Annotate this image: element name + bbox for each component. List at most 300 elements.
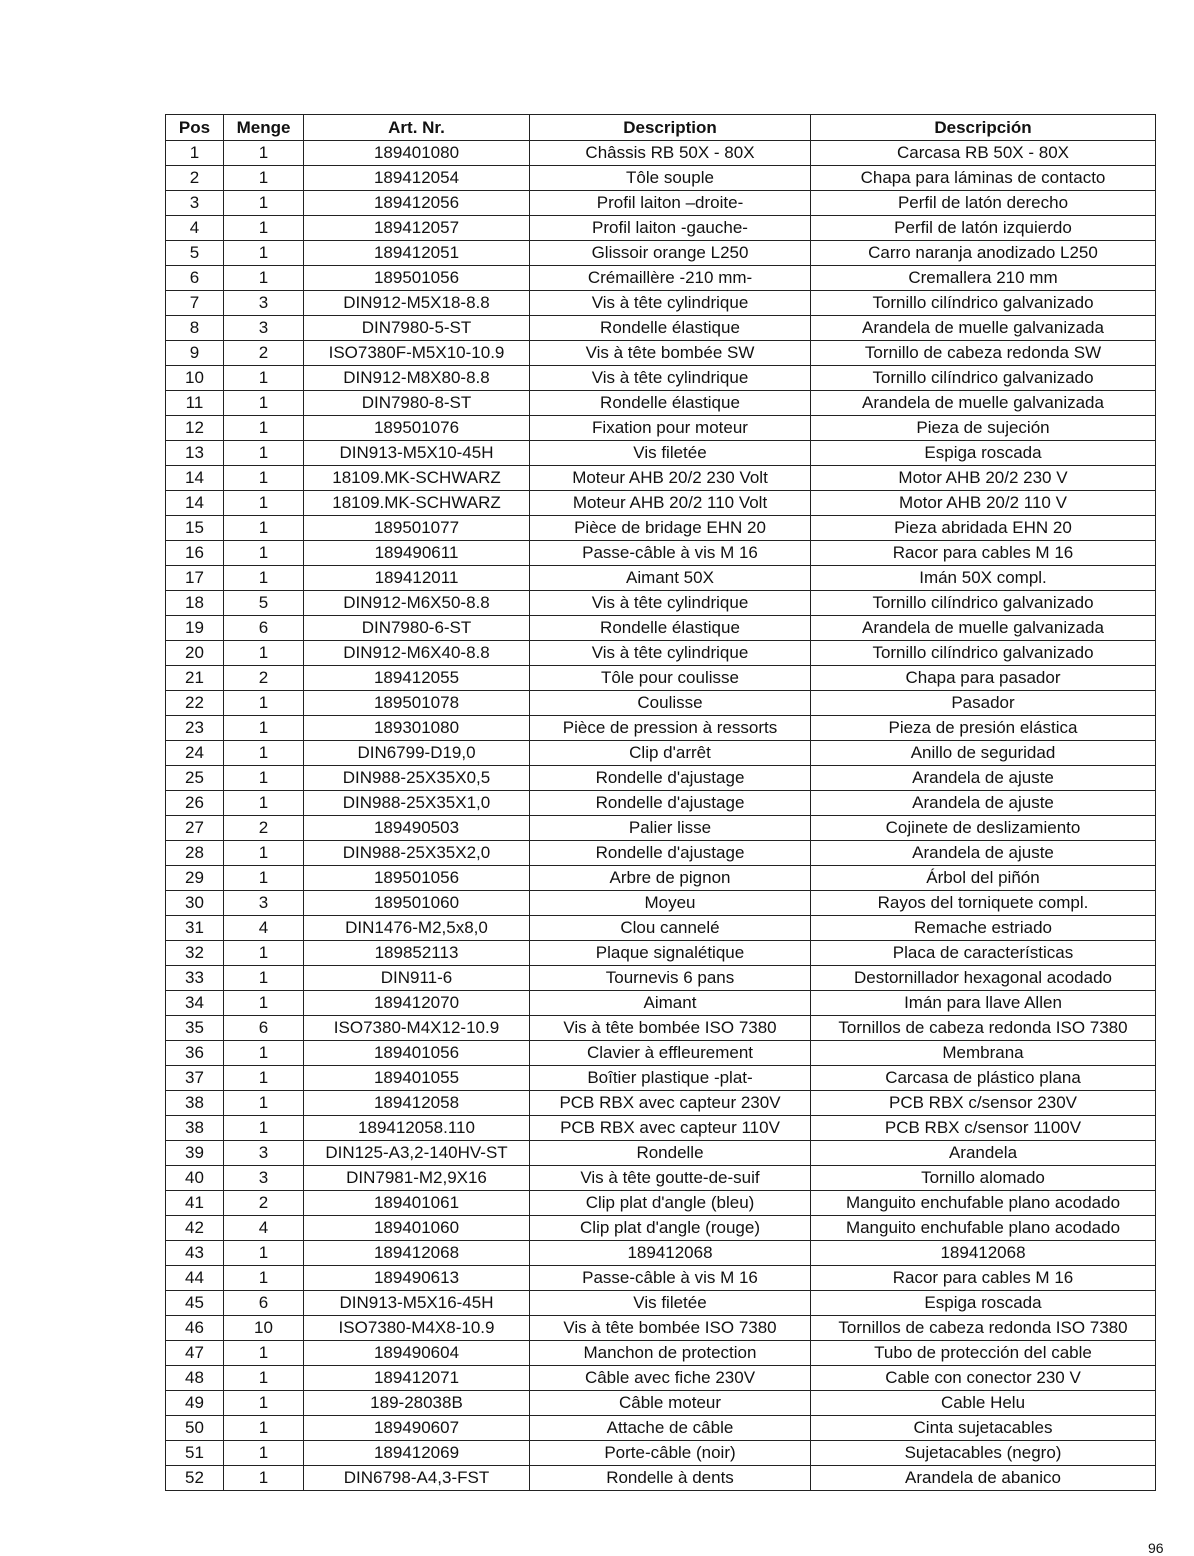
pos-cell: 22 — [166, 691, 224, 716]
description-es-cell: PCB RBX c/sensor 1100V — [811, 1116, 1156, 1141]
description-es-cell: Tornillo cilíndrico galvanizado — [811, 641, 1156, 666]
quantity-cell: 4 — [224, 1216, 304, 1241]
article-number-cell: 189412070 — [304, 991, 530, 1016]
quantity-cell: 1 — [224, 1366, 304, 1391]
table-row — [166, 1466, 1156, 1491]
description-fr-cell: Porte-câble (noir) — [530, 1441, 811, 1466]
header-menge: Menge — [224, 115, 304, 141]
article-number-cell: 189401055 — [304, 1066, 530, 1091]
article-number-cell: DIN913-M5X10-45H — [304, 441, 530, 466]
description-es-cell: Arandela — [811, 1141, 1156, 1166]
article-number-cell: DIN1476-M2,5x8,0 — [304, 916, 530, 941]
table-row — [166, 591, 1156, 616]
description-es-cell: Tornillo de cabeza redonda SW — [811, 341, 1156, 366]
description-es-cell: Imán para llave Allen — [811, 991, 1156, 1016]
description-fr-cell: 189412068 — [530, 1241, 811, 1266]
description-es-cell: Perfil de latón derecho — [811, 191, 1156, 216]
quantity-cell: 1 — [224, 241, 304, 266]
article-number-cell: 189852113 — [304, 941, 530, 966]
table-row — [166, 391, 1156, 416]
description-es-cell: Pieza de sujeción — [811, 416, 1156, 441]
article-number-cell: 189401056 — [304, 1041, 530, 1066]
table-row — [166, 316, 1156, 341]
table-row — [166, 1016, 1156, 1041]
description-es-cell: PCB RBX c/sensor 230V — [811, 1091, 1156, 1116]
header-description-es: Descripción — [811, 115, 1156, 141]
table-row — [166, 816, 1156, 841]
quantity-cell: 1 — [224, 941, 304, 966]
table-row — [166, 866, 1156, 891]
description-fr-cell: Clip plat d'angle (rouge) — [530, 1216, 811, 1241]
description-fr-cell: Vis à tête cylindrique — [530, 591, 811, 616]
pos-cell: 31 — [166, 916, 224, 941]
article-number-cell: DIN912-M8X80-8.8 — [304, 366, 530, 391]
article-number-cell: 18109.MK-SCHWARZ — [304, 491, 530, 516]
pos-cell: 20 — [166, 641, 224, 666]
quantity-cell: 1 — [224, 466, 304, 491]
table-row — [166, 566, 1156, 591]
description-fr-cell: Clip plat d'angle (bleu) — [530, 1191, 811, 1216]
description-es-cell: Carro naranja anodizado L250 — [811, 241, 1156, 266]
table-row — [166, 1391, 1156, 1416]
article-number-cell: DIN6799-D19,0 — [304, 741, 530, 766]
article-number-cell: DIN7981-M2,9X16 — [304, 1166, 530, 1191]
description-es-cell: Cremallera 210 mm — [811, 266, 1156, 291]
article-number-cell: 189412058.110 — [304, 1116, 530, 1141]
quantity-cell: 1 — [224, 1341, 304, 1366]
description-es-cell: Rayos del torniquete compl. — [811, 891, 1156, 916]
quantity-cell: 1 — [224, 1416, 304, 1441]
article-number-cell: DIN912-M5X18-8.8 — [304, 291, 530, 316]
quantity-cell: 1 — [224, 1041, 304, 1066]
pos-cell: 18 — [166, 591, 224, 616]
description-es-cell: Pasador — [811, 691, 1156, 716]
table-row — [166, 716, 1156, 741]
description-fr-cell: Rondelle — [530, 1141, 811, 1166]
article-number-cell: ISO7380F-M5X10-10.9 — [304, 341, 530, 366]
description-es-cell: Arandela de ajuste — [811, 791, 1156, 816]
table-row — [166, 466, 1156, 491]
quantity-cell: 1 — [224, 1066, 304, 1091]
quantity-cell: 1 — [224, 391, 304, 416]
article-number-cell: 189501077 — [304, 516, 530, 541]
quantity-cell: 1 — [224, 516, 304, 541]
quantity-cell: 1 — [224, 141, 304, 166]
table-row — [166, 1066, 1156, 1091]
table-row — [166, 1141, 1156, 1166]
table-header-row — [166, 115, 1156, 141]
quantity-cell: 1 — [224, 266, 304, 291]
description-fr-cell: Pièce de bridage EHN 20 — [530, 516, 811, 541]
pos-cell: 14 — [166, 466, 224, 491]
description-fr-cell: Attache de câble — [530, 1416, 811, 1441]
description-fr-cell: Coulisse — [530, 691, 811, 716]
table-row — [166, 241, 1156, 266]
pos-cell: 4 — [166, 216, 224, 241]
table-row — [166, 1266, 1156, 1291]
description-fr-cell: Pièce de pression à ressorts — [530, 716, 811, 741]
quantity-cell: 4 — [224, 916, 304, 941]
description-es-cell: Racor para cables M 16 — [811, 541, 1156, 566]
article-number-cell: DIN7980-6-ST — [304, 616, 530, 641]
description-fr-cell: Rondelle d'ajustage — [530, 791, 811, 816]
description-es-cell: Pieza abridada EHN 20 — [811, 516, 1156, 541]
pos-cell: 14 — [166, 491, 224, 516]
description-fr-cell: Câble avec fiche 230V — [530, 1366, 811, 1391]
quantity-cell: 1 — [224, 166, 304, 191]
pos-cell: 25 — [166, 766, 224, 791]
quantity-cell: 1 — [224, 1391, 304, 1416]
quantity-cell: 1 — [224, 741, 304, 766]
table-row — [166, 641, 1156, 666]
quantity-cell: 1 — [224, 1266, 304, 1291]
article-number-cell: 189490613 — [304, 1266, 530, 1291]
quantity-cell: 1 — [224, 366, 304, 391]
pos-cell: 37 — [166, 1066, 224, 1091]
table-row — [166, 616, 1156, 641]
table-row — [166, 1116, 1156, 1141]
description-es-cell: Tornillo cilíndrico galvanizado — [811, 291, 1156, 316]
pos-cell: 47 — [166, 1341, 224, 1366]
description-es-cell: Chapa para pasador — [811, 666, 1156, 691]
table-row — [166, 1416, 1156, 1441]
description-fr-cell: Arbre de pignon — [530, 866, 811, 891]
table-row — [166, 341, 1156, 366]
pos-cell: 46 — [166, 1316, 224, 1341]
pos-cell: 1 — [166, 141, 224, 166]
description-es-cell: Tornillo cilíndrico galvanizado — [811, 366, 1156, 391]
pos-cell: 5 — [166, 241, 224, 266]
article-number-cell: DIN913-M5X16-45H — [304, 1291, 530, 1316]
quantity-cell: 2 — [224, 341, 304, 366]
pos-cell: 33 — [166, 966, 224, 991]
article-number-cell: DIN911-6 — [304, 966, 530, 991]
description-fr-cell: Passe-câble à vis M 16 — [530, 1266, 811, 1291]
quantity-cell: 3 — [224, 891, 304, 916]
pos-cell: 49 — [166, 1391, 224, 1416]
table-row — [166, 666, 1156, 691]
pos-cell: 50 — [166, 1416, 224, 1441]
table-row — [166, 1166, 1156, 1191]
quantity-cell: 1 — [224, 841, 304, 866]
table-row — [166, 841, 1156, 866]
table-row — [166, 691, 1156, 716]
quantity-cell: 2 — [224, 666, 304, 691]
article-number-cell: 189412054 — [304, 166, 530, 191]
table-row — [166, 366, 1156, 391]
description-fr-cell: Rondelle d'ajustage — [530, 841, 811, 866]
description-fr-cell: PCB RBX avec capteur 110V — [530, 1116, 811, 1141]
description-fr-cell: Moteur AHB 20/2 230 Volt — [530, 466, 811, 491]
pos-cell: 35 — [166, 1016, 224, 1041]
article-number-cell: 189401060 — [304, 1216, 530, 1241]
table-row — [166, 1291, 1156, 1316]
pos-cell: 42 — [166, 1216, 224, 1241]
pos-cell: 39 — [166, 1141, 224, 1166]
description-fr-cell: Vis à tête cylindrique — [530, 366, 811, 391]
article-number-cell: DIN912-M6X50-8.8 — [304, 591, 530, 616]
description-es-cell: Arandela de ajuste — [811, 841, 1156, 866]
description-es-cell: Perfil de latón izquierdo — [811, 216, 1156, 241]
table-row — [166, 416, 1156, 441]
pos-cell: 28 — [166, 841, 224, 866]
quantity-cell: 6 — [224, 1291, 304, 1316]
description-fr-cell: Crémaillère -210 mm- — [530, 266, 811, 291]
pos-cell: 13 — [166, 441, 224, 466]
description-fr-cell: Câble moteur — [530, 1391, 811, 1416]
pos-cell: 8 — [166, 316, 224, 341]
pos-cell: 2 — [166, 166, 224, 191]
description-fr-cell: Rondelle à dents — [530, 1466, 811, 1491]
quantity-cell: 1 — [224, 1241, 304, 1266]
description-fr-cell: Rondelle élastique — [530, 391, 811, 416]
description-es-cell: Espiga roscada — [811, 1291, 1156, 1316]
description-fr-cell: Vis à tête goutte-de-suif — [530, 1166, 811, 1191]
description-es-cell: 189412068 — [811, 1241, 1156, 1266]
article-number-cell: DIN988-25X35X1,0 — [304, 791, 530, 816]
quantity-cell: 1 — [224, 1116, 304, 1141]
article-number-cell: 189401061 — [304, 1191, 530, 1216]
description-fr-cell: Tournevis 6 pans — [530, 966, 811, 991]
description-es-cell: Arandela de ajuste — [811, 766, 1156, 791]
description-es-cell: Racor para cables M 16 — [811, 1266, 1156, 1291]
quantity-cell: 3 — [224, 1166, 304, 1191]
table-row — [166, 491, 1156, 516]
quantity-cell: 1 — [224, 791, 304, 816]
pos-cell: 10 — [166, 366, 224, 391]
description-fr-cell: Vis filetée — [530, 1291, 811, 1316]
description-es-cell: Placa de características — [811, 941, 1156, 966]
description-es-cell: Árbol del piñón — [811, 866, 1156, 891]
header-description-fr: Description — [530, 115, 811, 141]
quantity-cell: 1 — [224, 991, 304, 1016]
pos-cell: 7 — [166, 291, 224, 316]
table-row — [166, 166, 1156, 191]
description-fr-cell: Vis à tête bombée SW — [530, 341, 811, 366]
description-fr-cell: Vis à tête cylindrique — [530, 641, 811, 666]
table-row — [166, 766, 1156, 791]
description-fr-cell: Aimant — [530, 991, 811, 1016]
quantity-cell: 1 — [224, 541, 304, 566]
pos-cell: 3 — [166, 191, 224, 216]
article-number-cell: DIN912-M6X40-8.8 — [304, 641, 530, 666]
quantity-cell: 1 — [224, 491, 304, 516]
header-art-nr: Art. Nr. — [304, 115, 530, 141]
pos-cell: 15 — [166, 516, 224, 541]
quantity-cell: 1 — [224, 1441, 304, 1466]
description-es-cell: Tornillos de cabeza redonda ISO 7380 — [811, 1016, 1156, 1041]
description-fr-cell: Profil laiton -gauche- — [530, 216, 811, 241]
description-es-cell: Membrana — [811, 1041, 1156, 1066]
description-es-cell: Espiga roscada — [811, 441, 1156, 466]
quantity-cell: 3 — [224, 291, 304, 316]
description-fr-cell: Vis à tête cylindrique — [530, 291, 811, 316]
table-row — [166, 1191, 1156, 1216]
pos-cell: 44 — [166, 1266, 224, 1291]
description-es-cell: Sujetacables (negro) — [811, 1441, 1156, 1466]
description-es-cell: Carcasa RB 50X - 80X — [811, 141, 1156, 166]
article-number-cell: 189501078 — [304, 691, 530, 716]
description-es-cell: Tornillo cilíndrico galvanizado — [811, 591, 1156, 616]
description-fr-cell: Palier lisse — [530, 816, 811, 841]
quantity-cell: 1 — [224, 441, 304, 466]
table-row — [166, 291, 1156, 316]
table-row — [166, 441, 1156, 466]
article-number-cell: 189490611 — [304, 541, 530, 566]
description-fr-cell: Tôle pour coulisse — [530, 666, 811, 691]
table-row — [166, 1366, 1156, 1391]
table-row — [166, 741, 1156, 766]
description-fr-cell: Moteur AHB 20/2 110 Volt — [530, 491, 811, 516]
article-number-cell: 189-28038B — [304, 1391, 530, 1416]
table-row — [166, 1091, 1156, 1116]
description-es-cell: Tubo de protección del cable — [811, 1341, 1156, 1366]
description-fr-cell: Profil laiton –droite- — [530, 191, 811, 216]
description-es-cell: Chapa para láminas de contacto — [811, 166, 1156, 191]
description-fr-cell: PCB RBX avec capteur 230V — [530, 1091, 811, 1116]
description-es-cell: Arandela de muelle galvanizada — [811, 391, 1156, 416]
table-row — [166, 1041, 1156, 1066]
table-row — [166, 216, 1156, 241]
quantity-cell: 1 — [224, 641, 304, 666]
article-number-cell: 189501076 — [304, 416, 530, 441]
article-number-cell: DIN7980-5-ST — [304, 316, 530, 341]
article-number-cell: 189301080 — [304, 716, 530, 741]
quantity-cell: 1 — [224, 1091, 304, 1116]
article-number-cell: 189412071 — [304, 1366, 530, 1391]
description-fr-cell: Moyeu — [530, 891, 811, 916]
article-number-cell: 18109.MK-SCHWARZ — [304, 466, 530, 491]
description-fr-cell: Vis à tête bombée ISO 7380 — [530, 1316, 811, 1341]
quantity-cell: 1 — [224, 716, 304, 741]
pos-cell: 16 — [166, 541, 224, 566]
description-fr-cell: Passe-câble à vis M 16 — [530, 541, 811, 566]
pos-cell: 43 — [166, 1241, 224, 1266]
page-number: 96 — [1148, 1540, 1164, 1556]
pos-cell: 27 — [166, 816, 224, 841]
quantity-cell: 1 — [224, 691, 304, 716]
table-row — [166, 991, 1156, 1016]
quantity-cell: 2 — [224, 1191, 304, 1216]
quantity-cell: 1 — [224, 191, 304, 216]
article-number-cell: ISO7380-M4X8-10.9 — [304, 1316, 530, 1341]
description-es-cell: Cinta sujetacables — [811, 1416, 1156, 1441]
pos-cell: 26 — [166, 791, 224, 816]
article-number-cell: 189501056 — [304, 266, 530, 291]
description-fr-cell: Manchon de protection — [530, 1341, 811, 1366]
article-number-cell: 189412057 — [304, 216, 530, 241]
pos-cell: 21 — [166, 666, 224, 691]
description-es-cell: Tornillos de cabeza redonda ISO 7380 — [811, 1316, 1156, 1341]
pos-cell: 38 — [166, 1116, 224, 1141]
table-row — [166, 1341, 1156, 1366]
description-fr-cell: Plaque signalétique — [530, 941, 811, 966]
pos-cell: 32 — [166, 941, 224, 966]
table-row — [166, 541, 1156, 566]
table-row — [166, 1241, 1156, 1266]
description-es-cell: Pieza de presión elástica — [811, 716, 1156, 741]
pos-cell: 17 — [166, 566, 224, 591]
description-fr-cell: Rondelle élastique — [530, 616, 811, 641]
quantity-cell: 3 — [224, 1141, 304, 1166]
description-fr-cell: Rondelle élastique — [530, 316, 811, 341]
description-fr-cell: Aimant 50X — [530, 566, 811, 591]
article-number-cell: ISO7380-M4X12-10.9 — [304, 1016, 530, 1041]
pos-cell: 45 — [166, 1291, 224, 1316]
description-es-cell: Cable Helu — [811, 1391, 1156, 1416]
description-es-cell: Imán 50X compl. — [811, 566, 1156, 591]
description-es-cell: Carcasa de plástico plana — [811, 1066, 1156, 1091]
article-number-cell: 189412055 — [304, 666, 530, 691]
article-number-cell: 189501060 — [304, 891, 530, 916]
quantity-cell: 1 — [224, 216, 304, 241]
article-number-cell: 189490604 — [304, 1341, 530, 1366]
description-fr-cell: Vis filetée — [530, 441, 811, 466]
pos-cell: 30 — [166, 891, 224, 916]
article-number-cell: DIN988-25X35X0,5 — [304, 766, 530, 791]
header-pos: Pos — [166, 115, 224, 141]
article-number-cell: DIN988-25X35X2,0 — [304, 841, 530, 866]
quantity-cell: 1 — [224, 866, 304, 891]
quantity-cell: 1 — [224, 416, 304, 441]
quantity-cell: 3 — [224, 316, 304, 341]
table-row — [166, 191, 1156, 216]
parts-list-table — [165, 114, 1156, 1491]
pos-cell: 48 — [166, 1366, 224, 1391]
description-fr-cell: Glissoir orange L250 — [530, 241, 811, 266]
pos-cell: 34 — [166, 991, 224, 1016]
description-fr-cell: Vis à tête bombée ISO 7380 — [530, 1016, 811, 1041]
article-number-cell: 189412056 — [304, 191, 530, 216]
pos-cell: 11 — [166, 391, 224, 416]
description-es-cell: Cable con conector 230 V — [811, 1366, 1156, 1391]
table-row — [166, 1316, 1156, 1341]
pos-cell: 36 — [166, 1041, 224, 1066]
table-row — [166, 791, 1156, 816]
article-number-cell: 189401080 — [304, 141, 530, 166]
description-es-cell: Motor AHB 20/2 230 V — [811, 466, 1156, 491]
table-row — [166, 891, 1156, 916]
quantity-cell: 10 — [224, 1316, 304, 1341]
pos-cell: 12 — [166, 416, 224, 441]
table-row — [166, 516, 1156, 541]
description-es-cell: Arandela de muelle galvanizada — [811, 616, 1156, 641]
description-fr-cell: Fixation pour moteur — [530, 416, 811, 441]
description-fr-cell: Boîtier plastique -plat- — [530, 1066, 811, 1091]
table-row — [166, 1216, 1156, 1241]
pos-cell: 52 — [166, 1466, 224, 1491]
description-es-cell: Anillo de seguridad — [811, 741, 1156, 766]
article-number-cell: DIN125-A3,2-140HV-ST — [304, 1141, 530, 1166]
article-number-cell: 189412069 — [304, 1441, 530, 1466]
table-row — [166, 916, 1156, 941]
article-number-cell: 189412051 — [304, 241, 530, 266]
description-fr-cell: Tôle souple — [530, 166, 811, 191]
pos-cell: 41 — [166, 1191, 224, 1216]
description-fr-cell: Rondelle d'ajustage — [530, 766, 811, 791]
table-row — [166, 966, 1156, 991]
quantity-cell: 1 — [224, 766, 304, 791]
quantity-cell: 6 — [224, 616, 304, 641]
pos-cell: 38 — [166, 1091, 224, 1116]
pos-cell: 9 — [166, 341, 224, 366]
article-number-cell: DIN6798-A4,3-FST — [304, 1466, 530, 1491]
quantity-cell: 6 — [224, 1016, 304, 1041]
description-fr-cell: Clou cannelé — [530, 916, 811, 941]
article-number-cell: 189412058 — [304, 1091, 530, 1116]
article-number-cell: DIN7980-8-ST — [304, 391, 530, 416]
description-es-cell: Remache estriado — [811, 916, 1156, 941]
